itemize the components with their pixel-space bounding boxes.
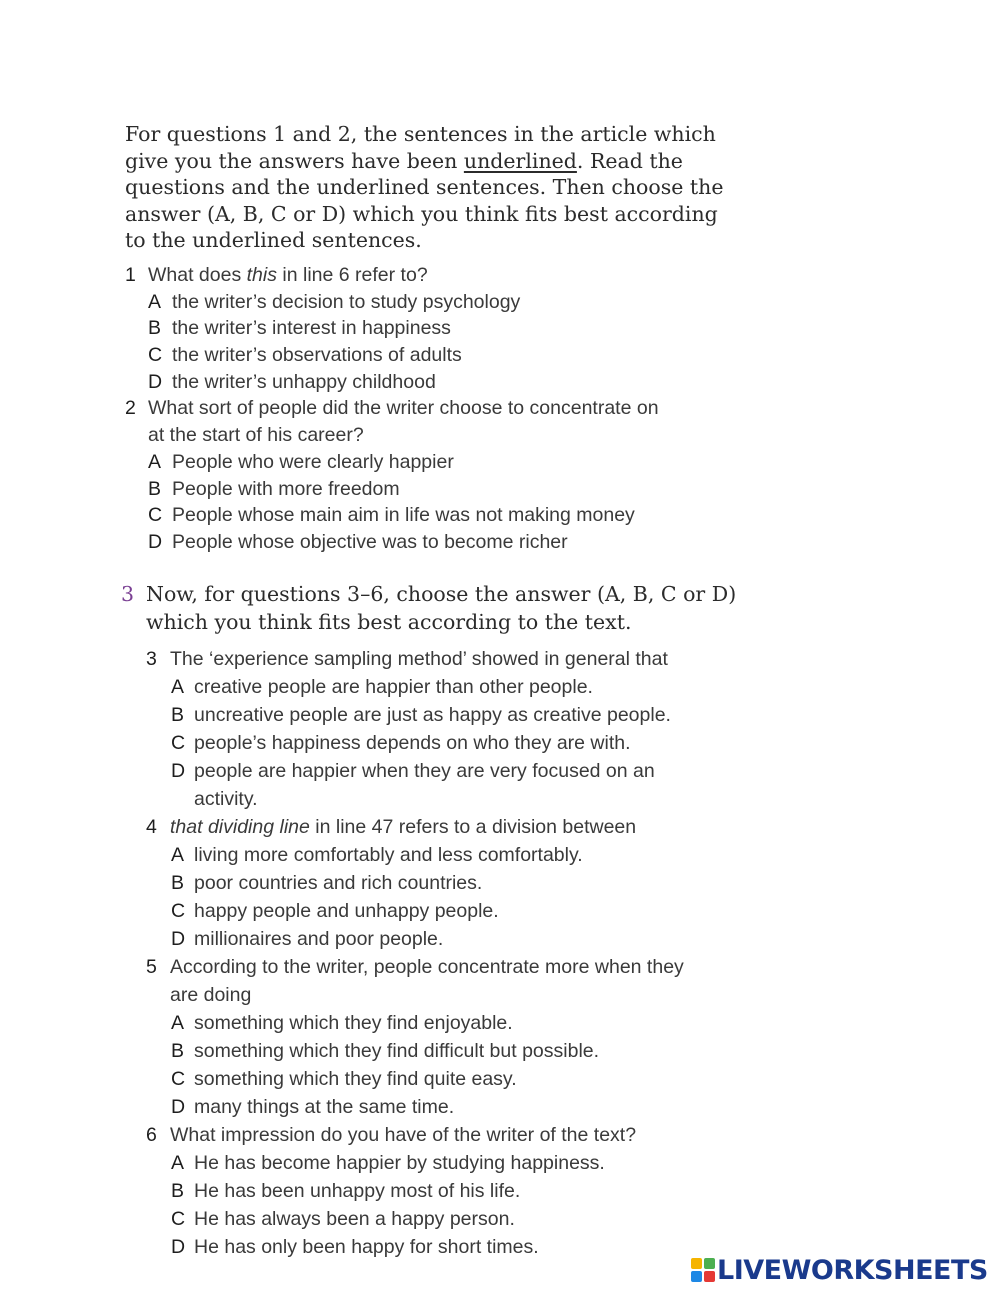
option-text: people are happier when they are very focused on an: [194, 760, 655, 782]
option-text: something which they find difficult but possible.: [194, 1040, 600, 1062]
option-text: the writer’s observations of adults: [172, 344, 462, 367]
option-letter: D: [171, 928, 186, 950]
option-letter: B: [171, 872, 185, 894]
question-text: are doing: [170, 984, 252, 1006]
option-letter: B: [171, 1040, 185, 1062]
option-letter: C: [148, 504, 163, 527]
question-text: What sort of people did the writer choose to concentrate on: [148, 397, 659, 420]
option-text: the writer’s interest in happiness: [172, 317, 451, 340]
section-line: Now, for questions 3–6, choose the answer (A, B, C or D): [146, 582, 737, 606]
option-letter: D: [148, 530, 163, 553]
option-letter: C: [171, 1208, 186, 1230]
logo-square-green: [704, 1258, 715, 1269]
question-number: 2: [125, 397, 136, 420]
logo-square-yellow: [691, 1258, 702, 1269]
option-text: He has become happier by studying happiness.: [194, 1152, 605, 1174]
question-number: 4: [146, 816, 157, 838]
option-text: something which they find quite easy.: [194, 1068, 517, 1090]
option-letter: B: [148, 317, 162, 340]
option-text: people’s happiness depends on who they are with.: [194, 732, 631, 754]
option-letter: A: [171, 1012, 185, 1034]
instructions-line: For questions 1 and 2, the sentences in the article which: [125, 122, 716, 146]
instructions-line: give you the answers have been underlined. Read the: [125, 148, 683, 173]
option-text: He has only been happy for short times.: [194, 1236, 539, 1258]
instructions-line: to the underlined sentences.: [125, 228, 422, 253]
question-text: The ‘experience sampling method’ showed in general that: [170, 648, 668, 670]
question-number: 3: [146, 648, 157, 670]
underlined-word: underlined: [463, 148, 577, 173]
question-text: What does this in line 6 refer to?: [148, 264, 428, 286]
option-letter: D: [171, 760, 186, 782]
option-letter: A: [148, 290, 162, 313]
option-letter: C: [171, 900, 186, 922]
question-text: What impression do you have of the writer of the text?: [170, 1124, 637, 1146]
instructions-paragraph: [125, 121, 725, 254]
logo-square-red: [704, 1271, 715, 1282]
instructions-line: questions and the underlined sentences. Then choose the: [125, 175, 724, 200]
option-letter: B: [171, 1180, 185, 1202]
section-number: 3: [121, 582, 135, 606]
option-text: People whose main aim in life was not making money: [172, 504, 635, 527]
option-letter: C: [171, 1068, 186, 1090]
option-text: happy people and unhappy people.: [194, 900, 499, 922]
option-letter: C: [171, 732, 186, 754]
option-text: poor countries and rich countries.: [194, 872, 483, 894]
option-letter: D: [171, 1236, 186, 1258]
option-letter: A: [148, 450, 162, 473]
question-text: at the start of his career?: [148, 424, 364, 447]
option-text: uncreative people are just as happy as creative people.: [194, 704, 671, 726]
option-text: the writer’s decision to study psychology: [172, 290, 521, 313]
option-letter: C: [148, 344, 163, 367]
option-letter: A: [171, 676, 185, 698]
brand-name: LIVEWORKSHEETS: [717, 1254, 988, 1286]
option-text: living more comfortably and less comfortably.: [194, 844, 583, 866]
option-letter: D: [148, 370, 163, 393]
option-letter: D: [171, 1096, 186, 1118]
section-3-instructions: [121, 580, 761, 636]
question-number: 6: [146, 1124, 157, 1146]
option-text: He has been unhappy most of his life.: [194, 1180, 521, 1202]
section-line: which you think fits best according to the text.: [146, 610, 632, 634]
liveworksheets-logo-icon: [691, 1258, 715, 1282]
option-text: He has always been a happy person.: [194, 1208, 515, 1230]
instructions-line: answer (A, B, C or D) which you think fits best according: [125, 201, 718, 226]
option-text: millionaires and poor people.: [194, 928, 444, 950]
option-text: something which they find enjoyable.: [194, 1012, 513, 1034]
option-text: People who were clearly happier: [172, 450, 454, 473]
question-number: 1: [125, 264, 136, 286]
option-letter: A: [171, 1152, 185, 1174]
question-text: According to the writer, people concentrate more when they: [170, 956, 684, 978]
option-text: activity.: [194, 788, 258, 810]
option-text: the writer’s unhappy childhood: [172, 370, 436, 393]
option-letter: B: [171, 704, 185, 726]
question-text: that dividing line in line 47 refers to a division between: [170, 816, 637, 838]
question-number: 5: [146, 956, 157, 978]
option-text: People whose objective was to become richer: [172, 530, 568, 553]
option-text: creative people are happier than other people.: [194, 676, 593, 698]
liveworksheets-brand[interactable]: [691, 1255, 991, 1285]
option-letter: A: [171, 844, 185, 866]
logo-square-blue: [691, 1271, 702, 1282]
option-text: People with more freedom: [172, 477, 400, 500]
option-letter: B: [148, 477, 162, 500]
option-text: many things at the same time.: [194, 1096, 455, 1118]
